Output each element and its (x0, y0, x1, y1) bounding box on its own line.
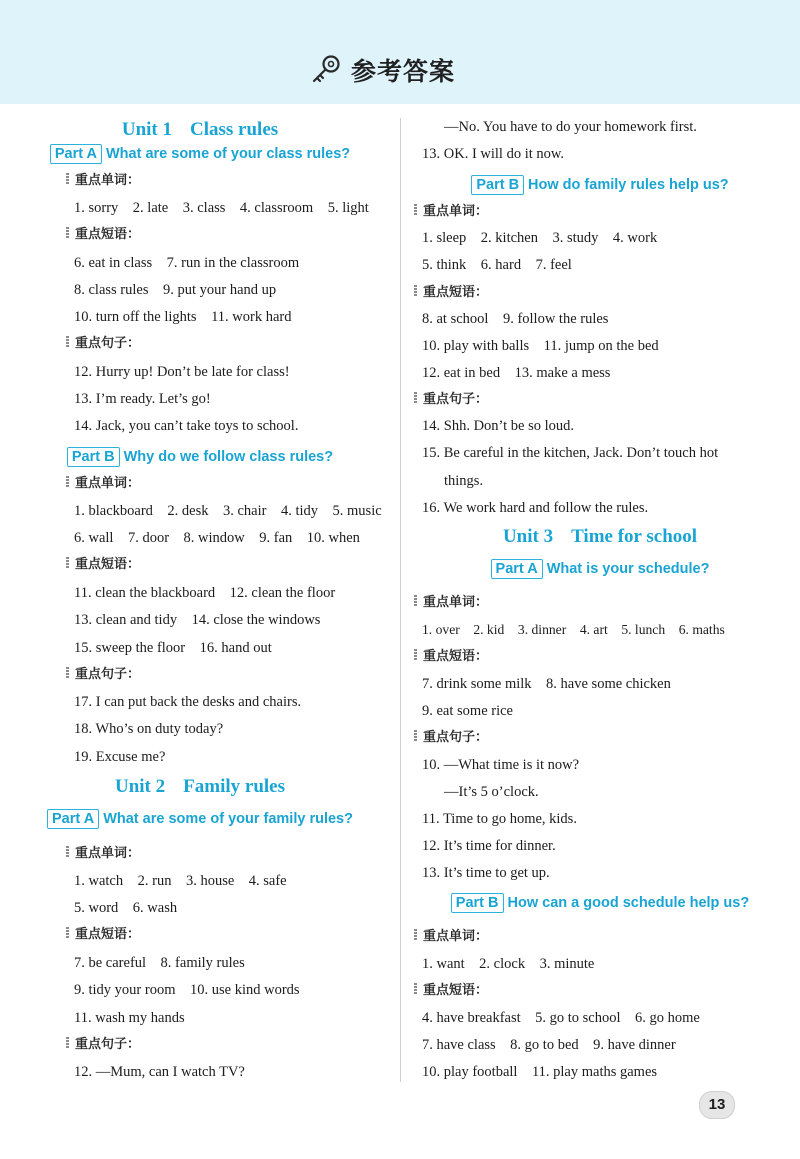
answer-line: 8. class rules 9. put your hand up (74, 282, 277, 298)
part-tag: Part B (67, 447, 120, 467)
part-question: What are some of your class rules? (106, 146, 351, 162)
key-phrases-label: 重点短语： (414, 284, 488, 302)
answer-line: 13. It’s time to get up. (422, 865, 550, 881)
header-title (309, 50, 455, 90)
answer-line: 17. I can put back the desks and chairs. (74, 694, 302, 710)
answer-line: 1. sorry 2. late 3. class 4. classroom 5. light (74, 200, 369, 216)
answer-line: —No. You have to do your homework first. (444, 119, 697, 135)
key-words-label: 重点单词： (414, 594, 488, 612)
unit-3-part-b-heading (400, 892, 800, 914)
key-words-label: 重点单词： (414, 203, 488, 221)
answer-line: 10. play football 11. play maths games (422, 1064, 658, 1080)
answer-line: 10. play with balls 11. jump on the bed (422, 338, 659, 354)
unit-3-part-a-heading (400, 558, 800, 580)
answer-line: 9. eat some rice (422, 703, 513, 719)
unit-2-part-a-heading (0, 808, 400, 830)
part-question: What is your schedule? (546, 561, 710, 577)
part-question: How do family rules help us? (528, 177, 729, 193)
answer-line: 16. We work hard and follow the rules. (422, 500, 649, 516)
unit-1-part-b-heading (0, 446, 400, 468)
answer-line: 4. have breakfast 5. go to school 6. go home (422, 1010, 700, 1026)
answer-line: 7. drink some milk 8. have some chicken (422, 676, 671, 692)
part-tag: Part B (451, 893, 504, 913)
part-tag: Part A (491, 559, 543, 579)
unit-1-part-a-heading (0, 143, 400, 165)
answer-line: 6. wall 7. door 8. window 9. fan 10. when (74, 530, 360, 546)
part-question: How can a good schedule help us? (507, 895, 750, 911)
answer-line: 10. —What time is it now? (422, 757, 580, 773)
key-sentences-label: 重点句子： (66, 666, 140, 684)
answer-line: 14. Shh. Don’t be so loud. (422, 418, 574, 434)
unit-2-title (0, 775, 400, 799)
key-sentences-label: 重点句子： (66, 335, 140, 353)
answer-line: 7. be careful 8. family rules (74, 955, 245, 971)
answer-line: 15. Be careful in the kitchen, Jack. Don’t touch hot (422, 445, 719, 461)
part-question: Why do we follow class rules? (123, 449, 334, 465)
key-words-label: 重点单词： (414, 928, 488, 946)
page-header (0, 0, 800, 104)
part-tag: Part A (47, 809, 99, 829)
answer-line: things. (444, 473, 484, 489)
part-question: What are some of your family rules? (103, 811, 353, 827)
answer-line: 15. sweep the floor 16. hand out (74, 640, 272, 656)
key-words-label: 重点单词： (66, 475, 140, 493)
page-number: 13 (699, 1091, 735, 1119)
answer-line: 1. sleep 2. kitchen 3. study 4. work (422, 230, 658, 246)
part-tag: Part B (471, 175, 524, 195)
answer-line: 5. word 6. wash (74, 900, 178, 916)
unit-number: Unit 3 (502, 526, 554, 547)
unit-3-title (400, 525, 800, 549)
answer-line: 8. at school 9. follow the rules (422, 311, 609, 327)
key-words-label: 重点单词： (66, 845, 140, 863)
answer-line: 9. tidy your room 10. use kind words (74, 982, 300, 998)
key-icon (309, 53, 343, 87)
key-phrases-label: 重点短语： (66, 226, 140, 244)
answer-line: 1. want 2. clock 3. minute (422, 956, 595, 972)
unit-1-title (0, 118, 400, 142)
key-sentences-label: 重点句子： (414, 729, 488, 747)
answer-line: 19. Excuse me? (74, 749, 166, 765)
unit-number: Unit 1 (121, 119, 172, 140)
answer-line: 1. blackboard 2. desk 3. chair 4. tidy 5. music (74, 503, 382, 519)
key-phrases-label: 重点短语： (414, 982, 488, 1000)
part-tag: Part A (50, 144, 102, 164)
header-wave (0, 92, 800, 110)
unit-number: Unit 2 (114, 776, 166, 797)
key-sentences-label: 重点句子： (414, 391, 488, 409)
unit-name: Class rules (190, 119, 279, 140)
answer-line: 11. Time to go home, kids. (422, 811, 577, 827)
answer-line: —It’s 5 o’clock. (444, 784, 539, 800)
answer-line: 13. OK. I will do it now. (422, 146, 565, 162)
key-words-label: 重点单词： (66, 172, 140, 190)
answer-line: 12. Hurry up! Don’t be late for class! (74, 364, 290, 380)
unit-name: Time for school (571, 526, 698, 547)
answer-line: 18. Who’s on duty today? (74, 721, 224, 737)
key-sentences-label: 重点句子： (66, 1036, 140, 1054)
answer-line: 12. —Mum, can I watch TV? (74, 1064, 245, 1080)
answer-line: 12. eat in bed 13. make a mess (422, 365, 611, 381)
answer-line: 13. I’m ready. Let’s go! (74, 391, 211, 407)
answer-line: 11. clean the blackboard 12. clean the floor (74, 585, 336, 601)
key-phrases-label: 重点短语： (66, 926, 140, 944)
answer-line: 5. think 6. hard 7. feel (422, 257, 572, 273)
answer-line: 10. turn off the lights 11. work hard (74, 309, 292, 325)
key-phrases-label: 重点短语： (66, 556, 140, 574)
answer-line: 13. clean and tidy 14. close the windows (74, 612, 321, 628)
key-phrases-label: 重点短语： (414, 648, 488, 666)
answer-line: 7. have class 8. go to bed 9. have dinner (422, 1037, 676, 1053)
answer-key-title: 参考答案 (351, 57, 456, 86)
column-divider (400, 118, 401, 1082)
answer-line: 11. wash my hands (74, 1010, 185, 1026)
unit-name: Family rules (183, 776, 285, 797)
answer-line: 12. It’s time for dinner. (422, 838, 556, 854)
answer-line: 1. watch 2. run 3. house 4. safe (74, 873, 287, 889)
answer-line: 6. eat in class 7. run in the classroom (74, 255, 300, 271)
unit-2-part-b-heading (400, 174, 800, 196)
answer-line: 1. over 2. kid 3. dinner 4. art 5. lunch 6. maths (422, 622, 725, 637)
answer-line: 14. Jack, you can’t take toys to school. (74, 418, 299, 434)
